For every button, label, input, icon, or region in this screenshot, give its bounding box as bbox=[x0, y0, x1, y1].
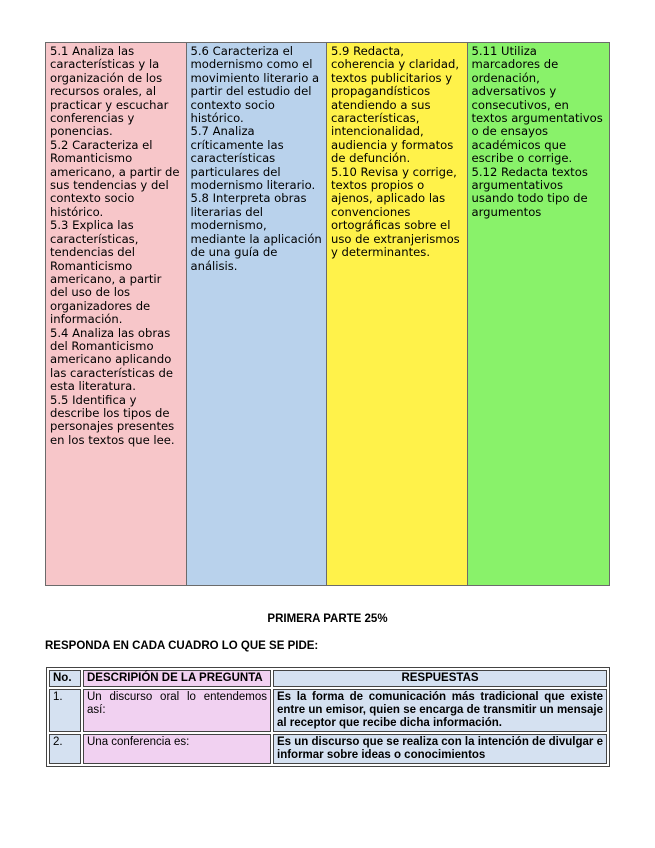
outcome-5-9: 5.9 Redacta, coherencia y claridad, textos publicitarios y propagandísticos atendiendo a sus características, intencionalidad, audiencia y formatos de defunción. bbox=[331, 44, 460, 166]
header-answers: RESPUESTAS bbox=[273, 670, 607, 687]
outcome-5-6: 5.6 Caracteriza el modernismo como el movimiento literario a partir del estudio del contexto socio histórico. bbox=[190, 44, 320, 126]
part-title: PRIMERA PARTE 25% bbox=[267, 613, 388, 625]
outcome-5-11: 5.11 Utiliza marcadores de ordenación, adversativos y consecutivos, en textos argumentativos o de ensayos académicos que escribe o corrige. bbox=[471, 44, 603, 166]
table-header-row bbox=[49, 670, 607, 687]
outcomes-column-1 bbox=[46, 43, 187, 585]
outcome-5-4: 5.4 Analiza las obras del Romanticismo americano aplicando las características de esta literatura. bbox=[50, 325, 173, 394]
row-1-question: Un discurso oral lo entendemos así: bbox=[83, 689, 271, 732]
learning-outcomes-grid bbox=[45, 42, 610, 586]
questions-table bbox=[46, 667, 610, 767]
row-1-answer[interactable]: Es la forma de comunicación más tradicional que existe entre un emisor, quien se encarga de transmitir un mensaje al receptor que recibe dicha información. bbox=[273, 689, 607, 732]
header-description: DESCRIPIÓN DE LA PREGUNTA bbox=[83, 670, 271, 687]
row-1-no: 1. bbox=[49, 689, 81, 732]
row-2-question: Una conferencia es: bbox=[83, 734, 271, 764]
outcome-5-12: 5.12 Redacta textos argumentativos usando todo tipo de argumentos bbox=[471, 164, 588, 219]
outcome-5-10: 5.10 Revisa y corrige, textos propios o ajenos, aplicado las convenciones ortográficas sobre el uso de extranjerismos y determinantes. bbox=[331, 164, 460, 260]
row-2-no: 2. bbox=[49, 734, 81, 764]
outcome-5-8: 5.8 Interpreta obras literarias del modernismo, mediante la aplicación de una guía de análisis. bbox=[190, 191, 322, 273]
outcomes-column-3 bbox=[327, 43, 468, 585]
row-2-answer[interactable]: Es un discurso que se realiza con la intención de divulgar e informar sobre ideas o conocimientos bbox=[273, 734, 607, 764]
outcome-5-2: 5.2 Caracteriza el Romanticismo americano, a partir de sus tendencias y del contexto socio histórico. bbox=[50, 137, 180, 219]
outcomes-column-2 bbox=[187, 43, 328, 585]
header-no: No. bbox=[49, 670, 81, 687]
outcome-5-7: 5.7 Analiza críticamente las características particulares del modernismo literario. bbox=[190, 124, 316, 193]
instruction-text: RESPONDA EN CADA CUADRO LO QUE SE PIDE: bbox=[45, 640, 319, 652]
outcome-5-3: 5.3 Explica las características, tendencias del Romanticismo americano, a partir del uso de los organizadores de información. bbox=[50, 218, 162, 327]
outcomes-column-4 bbox=[468, 43, 610, 585]
outcome-5-1: 5.1 Analiza las características y la organización de los recursos orales, al practicar y escuchar conferencias y ponencias. bbox=[50, 44, 169, 139]
table-row bbox=[49, 734, 607, 764]
outcome-5-5: 5.5 Identifica y describe los tipos de personajes presentes en los textos que lee. bbox=[50, 392, 175, 447]
table-row bbox=[49, 689, 607, 732]
